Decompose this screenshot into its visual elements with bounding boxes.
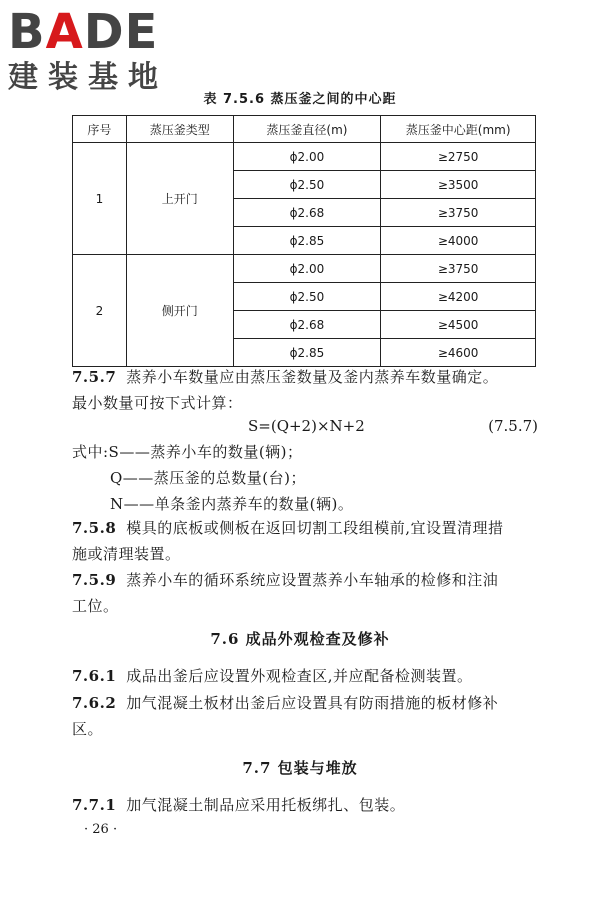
section-heading-7-7: 7.7 包装与堆放 — [242, 759, 358, 777]
clause-text: 加气混凝土制品应采用托板绑扎、包装。 — [126, 796, 406, 814]
diameter-cell: ϕ2.85 — [233, 339, 381, 367]
clause-text: 蒸养小车数量应由蒸压釜数量及釜内蒸养车数量确定。 — [126, 368, 499, 386]
distance-cell: ≥4600 — [381, 339, 536, 367]
clause-number: 7.5.9 — [72, 571, 117, 589]
clause-text: 加气混凝土板材出釜后应设置具有防雨措施的板材修补 — [126, 694, 499, 712]
header-distance: 蒸压釜中心距(mm) — [381, 116, 536, 143]
clause-text: 最小数量可按下式计算： — [72, 394, 243, 412]
group-type: 侧开门 — [126, 255, 233, 367]
diameter-cell: ϕ2.68 — [233, 199, 381, 227]
group-type: 上开门 — [126, 143, 233, 255]
table-row — [73, 143, 536, 171]
clause-number: 7.6.2 — [72, 694, 117, 712]
header-type: 蒸压釜类型 — [126, 116, 233, 143]
clause-text: 施或清理装置。 — [72, 545, 181, 563]
header-index: 序号 — [73, 116, 127, 143]
clause-number: 7.6.1 — [72, 667, 117, 685]
table-header-row — [73, 116, 536, 143]
clause-text: 成品出釜后应设置外观检查区,并应配备检测装置。 — [126, 667, 473, 685]
page-number: · 26 · — [84, 822, 118, 837]
formula-definitions — [72, 439, 542, 517]
clause-text: 蒸养小车的循环系统应设置蒸养小车轴承的检修和注油 — [126, 571, 499, 589]
formula-tag: (7.5.7) — [488, 417, 538, 435]
clause-text: 工位。 — [72, 597, 119, 615]
diameter-cell: ϕ2.85 — [233, 227, 381, 255]
diameter-cell: ϕ2.68 — [233, 311, 381, 339]
group-index: 2 — [73, 255, 127, 367]
clause-7-5-7 — [72, 364, 542, 416]
header-diameter: 蒸压釜直径(m) — [233, 116, 381, 143]
clause-7-7-1 — [72, 792, 542, 818]
distance-cell: ≥4000 — [381, 227, 536, 255]
diameter-cell: ϕ2.50 — [233, 283, 381, 311]
table-title: 表 7.5.6 蒸压釜之间的中心距 — [203, 92, 397, 107]
logo-brand: BADE — [8, 4, 159, 60]
logo-subtitle: 建装基地 — [8, 60, 168, 95]
watermark-logo — [8, 6, 168, 96]
diameter-cell: ϕ2.50 — [233, 171, 381, 199]
clause-number: 7.5.7 — [72, 368, 117, 386]
clause-7-6-1 — [72, 663, 542, 689]
diameter-cell: ϕ2.00 — [233, 255, 381, 283]
section-heading-7-6: 7.6 成品外观检查及修补 — [210, 630, 390, 648]
distance-cell: ≥3750 — [381, 199, 536, 227]
clause-number: 7.7.1 — [72, 796, 117, 814]
distance-cell: ≥2750 — [381, 143, 536, 171]
distance-cell: ≥3750 — [381, 255, 536, 283]
formula: S=(Q+2)×N+2 — [248, 417, 365, 435]
clause-7-6-2 — [72, 690, 542, 742]
definition-q: Q——蒸压釜的总数量(台)； — [110, 469, 307, 487]
definition-s: 式中:S——蒸养小车的数量(辆)； — [72, 443, 303, 461]
clause-7-5-8 — [72, 515, 542, 567]
diameter-cell: ϕ2.00 — [233, 143, 381, 171]
clause-text: 模具的底板或侧板在返回切割工段组模前,宜设置清理措 — [126, 519, 504, 537]
clause-text: 区。 — [72, 720, 104, 738]
distance-cell: ≥4200 — [381, 283, 536, 311]
clause-7-5-9 — [72, 567, 542, 619]
definition-n: N——单条釜内蒸养车的数量(辆)。 — [110, 495, 354, 513]
distance-cell: ≥3500 — [381, 171, 536, 199]
distance-cell: ≥4500 — [381, 311, 536, 339]
table-row — [73, 255, 536, 283]
autoclave-distance-table — [72, 115, 536, 367]
clause-number: 7.5.8 — [72, 519, 117, 537]
group-index: 1 — [73, 143, 127, 255]
